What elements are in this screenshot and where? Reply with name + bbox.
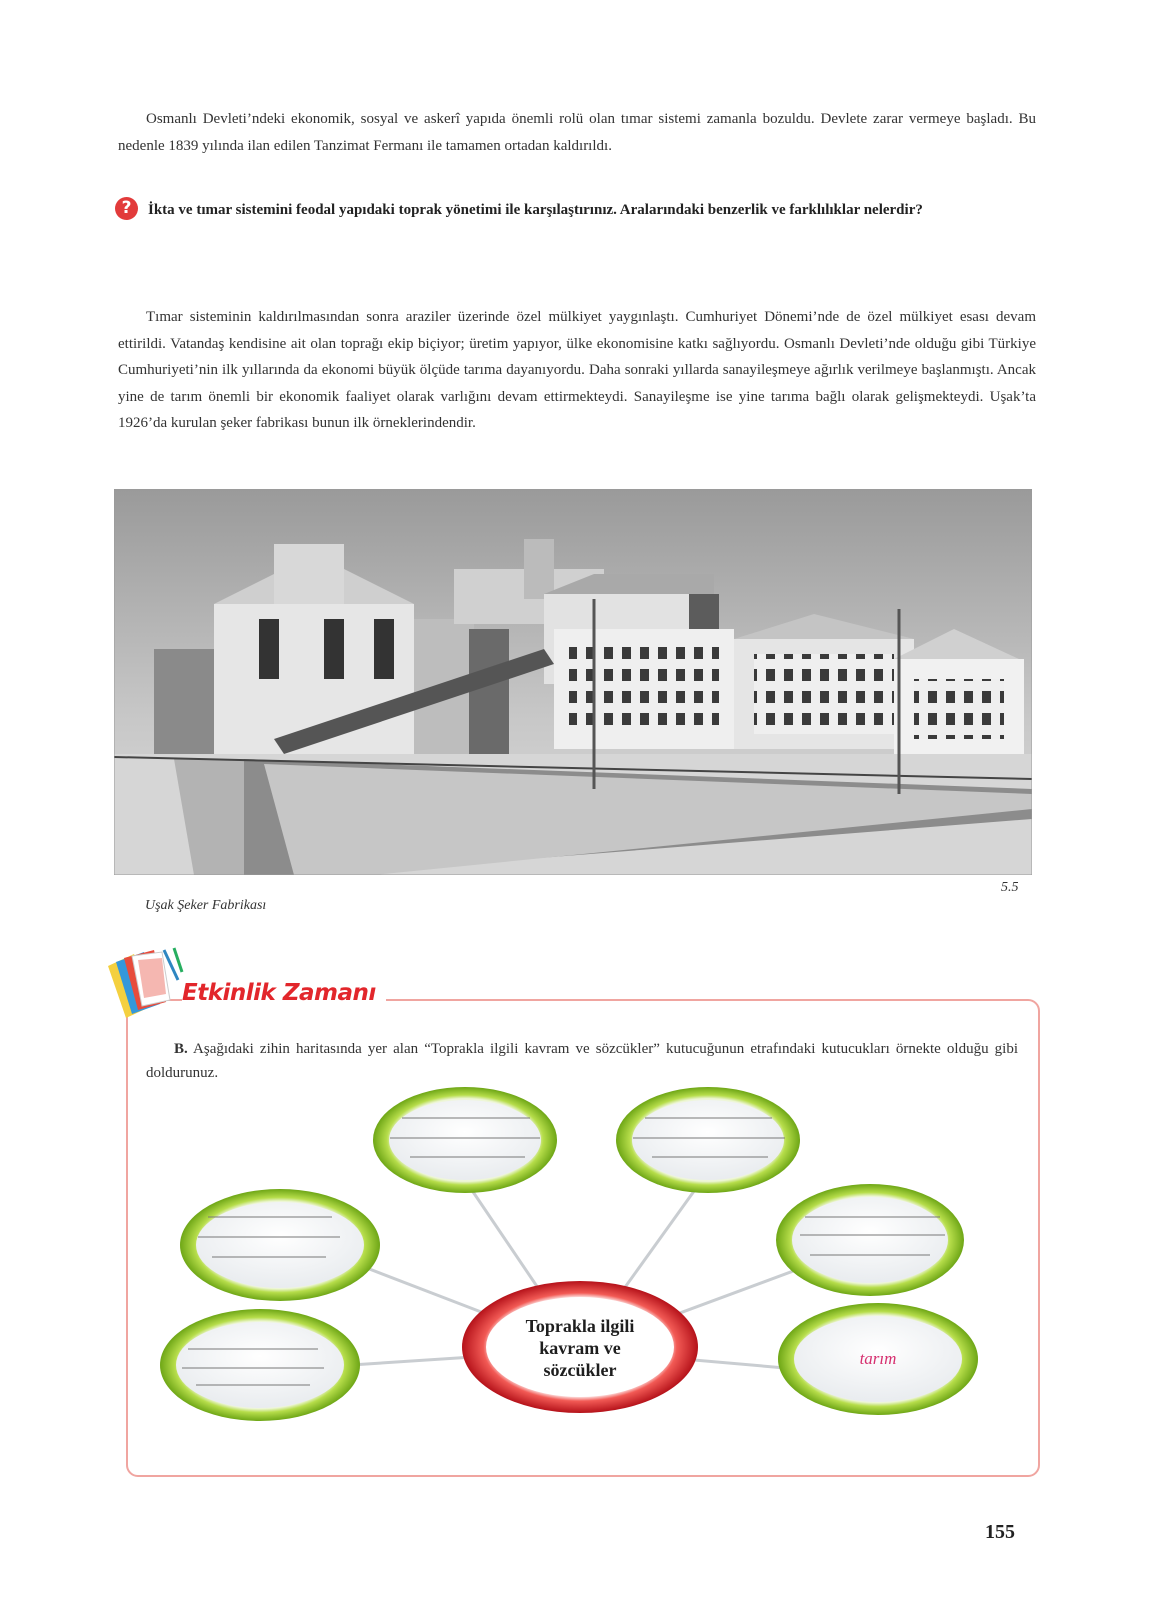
example-oval-bottom-right [778,1303,978,1415]
center-line-2: kavram ve [539,1338,621,1358]
blank-oval-middle-right[interactable] [776,1184,964,1296]
activity-cards-icon [104,946,186,1020]
blank-oval-top-left[interactable] [373,1087,557,1193]
page-number: 155 [985,1521,1015,1543]
factory-photo [114,489,1032,875]
center-line-3: sözcükler [543,1360,617,1380]
discussion-question: İkta ve tımar sistemini feodal yapıdaki toprak yönetimi ile karşılaştırınız. Aralarındaki benzerlik ve farklılıklar nelerdir? [148,202,923,218]
example-word: tarım [859,1349,897,1368]
intro-paragraph: Osmanlı Devleti’ndeki ekonomik, sosyal ve askerî yapıda önemli rolü olan tımar sistemi zamanla bozuldu. Devlete zarar vermeye başladı. Bu nedenle 1839 yılında ilan edilen Tanzimat Fermanı ile tamamen ortadan kaldırıldı. [118,111,1036,154]
activity-title: Etkinlik Zamanı [182,980,376,1006]
activity-instruction-text: Aşağıdaki zihin haritasında yer alan “Toprakla ilgili kavram ve sözcükler” kutucuğunun etrafındaki kutucukları örnekte olduğu gibi doldurunuz. [146,1041,1018,1081]
activity-label: B. [174,1041,188,1057]
mind-map [140,1085,1040,1465]
question-icon: ? [115,197,138,220]
blank-oval-middle-left[interactable] [180,1189,380,1301]
blank-oval-top-right[interactable] [616,1087,800,1193]
blank-oval-bottom-left[interactable] [160,1309,360,1421]
figure-number: 5.5 [1001,880,1019,895]
activity-title-wrapper [182,980,386,1006]
center-line-1: Toprakla ilgili [525,1316,635,1336]
center-oval [462,1281,698,1413]
body-paragraph: Tımar sisteminin kaldırılmasından sonra araziler üzerinde özel mülkiyet yaygınlaştı. Cumhuriyet Dönemi’nde de özel mülkiyet esası devam ettirildi. Vatandaş kendisine ait olan toprağı ekip biçiyor; üretim yapıyor, ülke ekonomisine katkı sağlıyordu. Osmanlı Devleti’nde olduğu gibi Türkiye Cumhuriyeti’nin ilk yıllarında da ekonomi büyük ölçüde tarıma dayanıyordu. Daha sonraki yıllarda sanayileşmeye ağırlık verilmeye başlanmıştı. Ancak yine de tarım önemli bir ekonomik faaliyet olarak varlığını devam ettirmekteydi. Sanayileşme ise yine tarıma bağlı olarak gelişmekteydi. Uşak’ta 1926’da kurulan şeker fabrikası bunun ilk örneklerindendir. [118,309,1036,431]
activity-instruction [146,1037,1018,1085]
figure-caption: Uşak Şeker Fabrikası [145,898,267,913]
